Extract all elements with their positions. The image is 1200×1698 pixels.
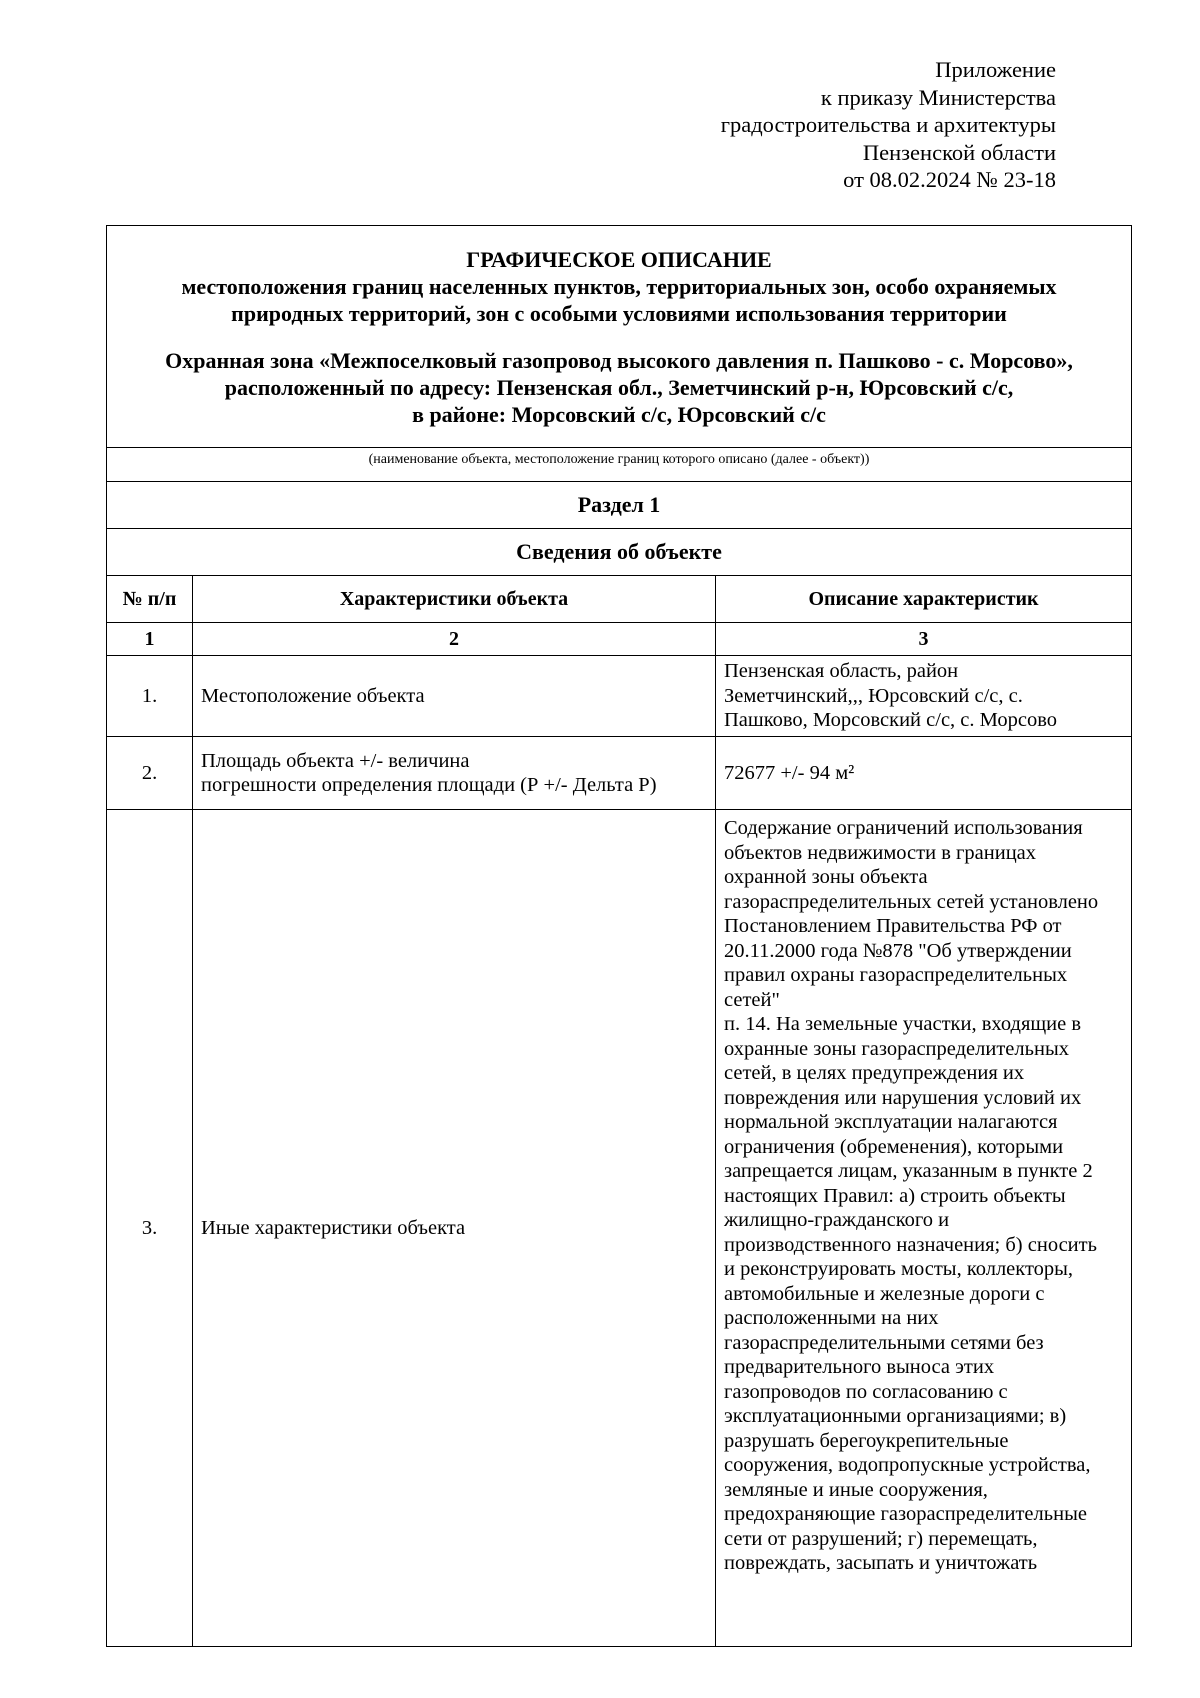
object-name-line: в районе: Морсовский с/с, Юрсовский с/с xyxy=(412,402,826,427)
row-number: 3. xyxy=(107,810,193,1647)
characteristic-value-text: Пензенская область, район Земетчинский,,, Юрсовский с/с, с. Пашково, Морсовский с/с, с. Морсово xyxy=(724,660,1057,732)
column-header: Описание характеристик xyxy=(716,576,1132,623)
column-number: 1 xyxy=(107,623,193,656)
object-name-line: Охранная зона «Межпоселковый газопровод высокого давления п. Пашково - с. Морсово», xyxy=(165,348,1073,373)
column-number: 2 xyxy=(193,623,716,656)
document-header xyxy=(107,226,1132,448)
column-number-row xyxy=(107,623,1132,656)
object-name-note: (наименование объекта, местоположение границ которого описано (далее - объект)) xyxy=(107,448,1132,482)
object-name-line: расположенный по адресу: Пензенская обл., Земетчинский р-н, Юрсовский с/с, xyxy=(224,375,1014,400)
column-number: 3 xyxy=(716,623,1132,656)
section-title: Раздел 1 xyxy=(107,482,1132,529)
characteristic-name-text: Площадь объекта +/- величина погрешности определения площади (Р +/- Дельта Р) xyxy=(201,749,657,796)
table-row xyxy=(107,737,1132,810)
attachment-line: от 08.02.2024 № 23-18 xyxy=(843,167,1056,192)
attachment-line: градостроительства и архитектуры xyxy=(720,112,1056,137)
section-subtitle: Сведения об объекте xyxy=(107,529,1132,576)
characteristic-name: Местоположение объекта xyxy=(193,656,716,737)
column-header: Характеристики объекта xyxy=(193,576,716,623)
attachment-line: Пензенской области xyxy=(862,139,1056,165)
characteristic-value-text: Содержание ограничений использования объектов недвижимости в границах охранной зоны объекта газораспределительных сетей установлено Постановлением Правительства РФ от 20.11.2000 года №878 "Об утверждении правил охраны газораспределительных сетей" п. 14. На земельные участки, входящие в охранные зоны газораспределительных сетей, в целях предупреждения их повреждения или нарушения условий их нормальной эксплуатации налагаются ограничения (обременения), которыми запрещается лицам, указанным в пункте 2 настоящих Правил: а) строить объекты жилищно-гражданского и производственного назначения; б) сносить и реконструировать мосты, коллекторы, автомобильные и железные дороги с расположенными на них газораспределительными сетями без предварительного выноса этих газопроводов по согласованию с эксплуатационными организациями; в) разрушать берегоукрепительные сооружения, водопропускные устройства, земляные и иные сооружения, предохраняющие газораспределительные сети от разрушений; г) перемещать, повреждать, засыпать и уничтожать xyxy=(724,817,1099,1574)
attachment-note xyxy=(721,56,1056,194)
row-number: 1. xyxy=(107,656,193,737)
table-row xyxy=(107,656,1132,737)
document-subtitle-line: природных территорий, зон с особыми условиями использования территории xyxy=(231,301,1007,326)
characteristic-value xyxy=(716,737,1132,810)
characteristic-value-text: 72677 +/- 94 м² xyxy=(724,761,855,784)
document-title: ГРАФИЧЕСКОЕ ОПИСАНИЕ xyxy=(466,247,772,272)
column-header: № п/п xyxy=(107,576,193,623)
document-subtitle-line: местоположения границ населенных пунктов, территориальных зон, особо охраняемых xyxy=(181,274,1057,299)
table-header-row xyxy=(107,576,1132,623)
characteristic-value xyxy=(716,656,1132,737)
characteristic-name xyxy=(193,737,716,810)
attachment-line: к приказу Министерства xyxy=(820,84,1056,110)
graphic-description-table xyxy=(106,225,1132,1647)
row-number: 2. xyxy=(107,737,193,810)
table-row xyxy=(107,810,1132,1647)
characteristic-name: Иные характеристики объекта xyxy=(193,810,716,1647)
characteristic-value xyxy=(716,810,1132,1647)
attachment-line: Приложение xyxy=(935,57,1056,82)
